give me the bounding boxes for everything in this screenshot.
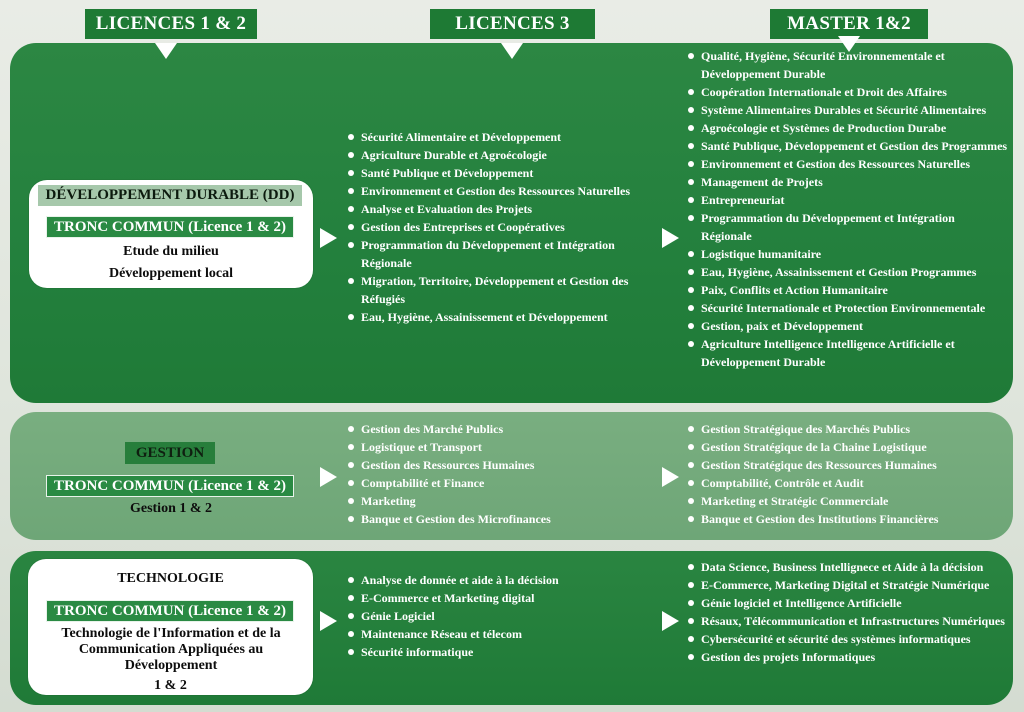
list-item: Agroécologie et Systèmes de Production Durabe <box>686 119 1008 137</box>
list-item: Sécurité Internationale et Protection Environnementale <box>686 299 1008 317</box>
list-item: Système Alimentaires Durables et Sécurité Alimentaires <box>686 101 1008 119</box>
list-item: Résaux, Télécommunication et Infrastructures Numériques <box>686 612 1008 630</box>
dd-subject-1: Etude du milieu <box>123 244 219 259</box>
gestion-tronc-commun: TRONC COMMUN (Licence 1 & 2) <box>46 475 294 497</box>
header-pointer-licences-3 <box>501 43 523 59</box>
list-item: Marketing et Stratégic Commerciale <box>686 492 1008 510</box>
dd-tronc-commun: TRONC COMMUN (Licence 1 & 2) <box>46 216 294 238</box>
list-item: Sécurité informatique <box>346 643 656 661</box>
list-item: Programmation du Développement et Intégration Régionale <box>346 236 656 272</box>
list-item: Entrepreneuriat <box>686 191 1008 209</box>
list-item: Data Science, Business Intellignece et Aide à la décision <box>686 558 1008 576</box>
list-item: Agriculture Durable et Agroécologie <box>346 146 656 164</box>
list-item: Génie Logiciel <box>346 607 656 625</box>
list-item: Gestion des Ressources Humaines <box>346 456 656 474</box>
list-item: Maintenance Réseau et télecom <box>346 625 656 643</box>
list-item: Santé Publique et Développement <box>346 164 656 182</box>
tech-subject: Technologie de l'Information et de la Communication Appliquées au Développement <box>61 626 281 673</box>
list-item: Gestion Stratégique des Ressources Humaines <box>686 456 1008 474</box>
list-item: Banque et Gestion des Microfinances <box>346 510 656 528</box>
header-master: MASTER 1&2 <box>770 9 928 39</box>
arrow-icon <box>662 611 679 631</box>
tech-licence3-list <box>346 571 656 661</box>
gestion-title: GESTION <box>125 442 215 464</box>
tech-title: TECHNOLOGIE <box>117 571 224 586</box>
dd-licence3-list <box>346 128 656 326</box>
list-item: E-Commerce, Marketing Digital et Stratégie Numérique <box>686 576 1008 594</box>
list-item: Gestion des Entreprises et Coopératives <box>346 218 656 236</box>
list-item: Migration, Territoire, Développement et Gestion des Réfugiés <box>346 272 656 308</box>
dd-master-list <box>686 47 1008 371</box>
arrow-icon <box>320 611 337 631</box>
list-item: Gestion Stratégique des Marchés Publics <box>686 420 1008 438</box>
list-item: Comptabilité et Finance <box>346 474 656 492</box>
gestion-master-list <box>686 420 1008 528</box>
list-item: Marketing <box>346 492 656 510</box>
arrow-icon <box>320 467 337 487</box>
list-item: Agriculture Intelligence Intelligence Artificielle et Développement Durable <box>686 335 1008 371</box>
list-item: Eau, Hygiène, Assainissement et Gestion Programmes <box>686 263 1008 281</box>
list-item: Eau, Hygiène, Assainissement et Développement <box>346 308 656 326</box>
arrow-icon <box>662 467 679 487</box>
list-item: Environnement et Gestion des Ressources Naturelles <box>686 155 1008 173</box>
gestion-licence3-list <box>346 420 656 528</box>
list-item: Gestion des Marché Publics <box>346 420 656 438</box>
arrow-icon <box>320 228 337 248</box>
list-item: Analyse et Evaluation des Projets <box>346 200 656 218</box>
list-item: Analyse de donnée et aide à la décision <box>346 571 656 589</box>
list-item: Gestion des projets Informatiques <box>686 648 1008 666</box>
tech-master-list <box>686 558 1008 666</box>
header-licences-1-2: LICENCES 1 & 2 <box>85 9 257 39</box>
list-item: Logistique humanitaire <box>686 245 1008 263</box>
list-item: Environnement et Gestion des Ressources Naturelles <box>346 182 656 200</box>
list-item: Programmation du Développement et Intégration Régionale <box>686 209 1008 245</box>
list-item: Coopération Internationale et Droit des Affaires <box>686 83 1008 101</box>
list-item: Gestion, paix et Développement <box>686 317 1008 335</box>
list-item: Banque et Gestion des Institutions Financières <box>686 510 1008 528</box>
list-item: Gestion Stratégique de la Chaine Logistique <box>686 438 1008 456</box>
arrow-icon <box>662 228 679 248</box>
list-item: Qualité, Hygiène, Sécurité Environnementale et Développement Durable <box>686 47 1008 83</box>
list-item: E-Commerce et Marketing digital <box>346 589 656 607</box>
list-item: Paix, Conflits et Action Humanitaire <box>686 281 1008 299</box>
list-item: Génie logiciel et Intelligence Artificielle <box>686 594 1008 612</box>
tech-tronc-commun: TRONC COMMUN (Licence 1 & 2) <box>46 600 294 622</box>
list-item: Sécurité Alimentaire et Développement <box>346 128 656 146</box>
header-pointer-licences-1-2 <box>155 43 177 59</box>
gestion-subject: Gestion 1 & 2 <box>129 501 213 516</box>
tech-subject-level: 1 & 2 <box>154 678 187 693</box>
list-item: Comptabilité, Contrôle et Audit <box>686 474 1008 492</box>
list-item: Management de Projets <box>686 173 1008 191</box>
list-item: Santé Publique, Développement et Gestion des Programmes <box>686 137 1008 155</box>
dd-subject-2: Développement local <box>108 266 234 281</box>
list-item: Cybersécurité et sécurité des systèmes informatiques <box>686 630 1008 648</box>
header-licences-3: LICENCES 3 <box>430 9 595 39</box>
list-item: Logistique et Transport <box>346 438 656 456</box>
dd-title: DÉVELOPPEMENT DURABLE (DD) <box>38 185 302 206</box>
